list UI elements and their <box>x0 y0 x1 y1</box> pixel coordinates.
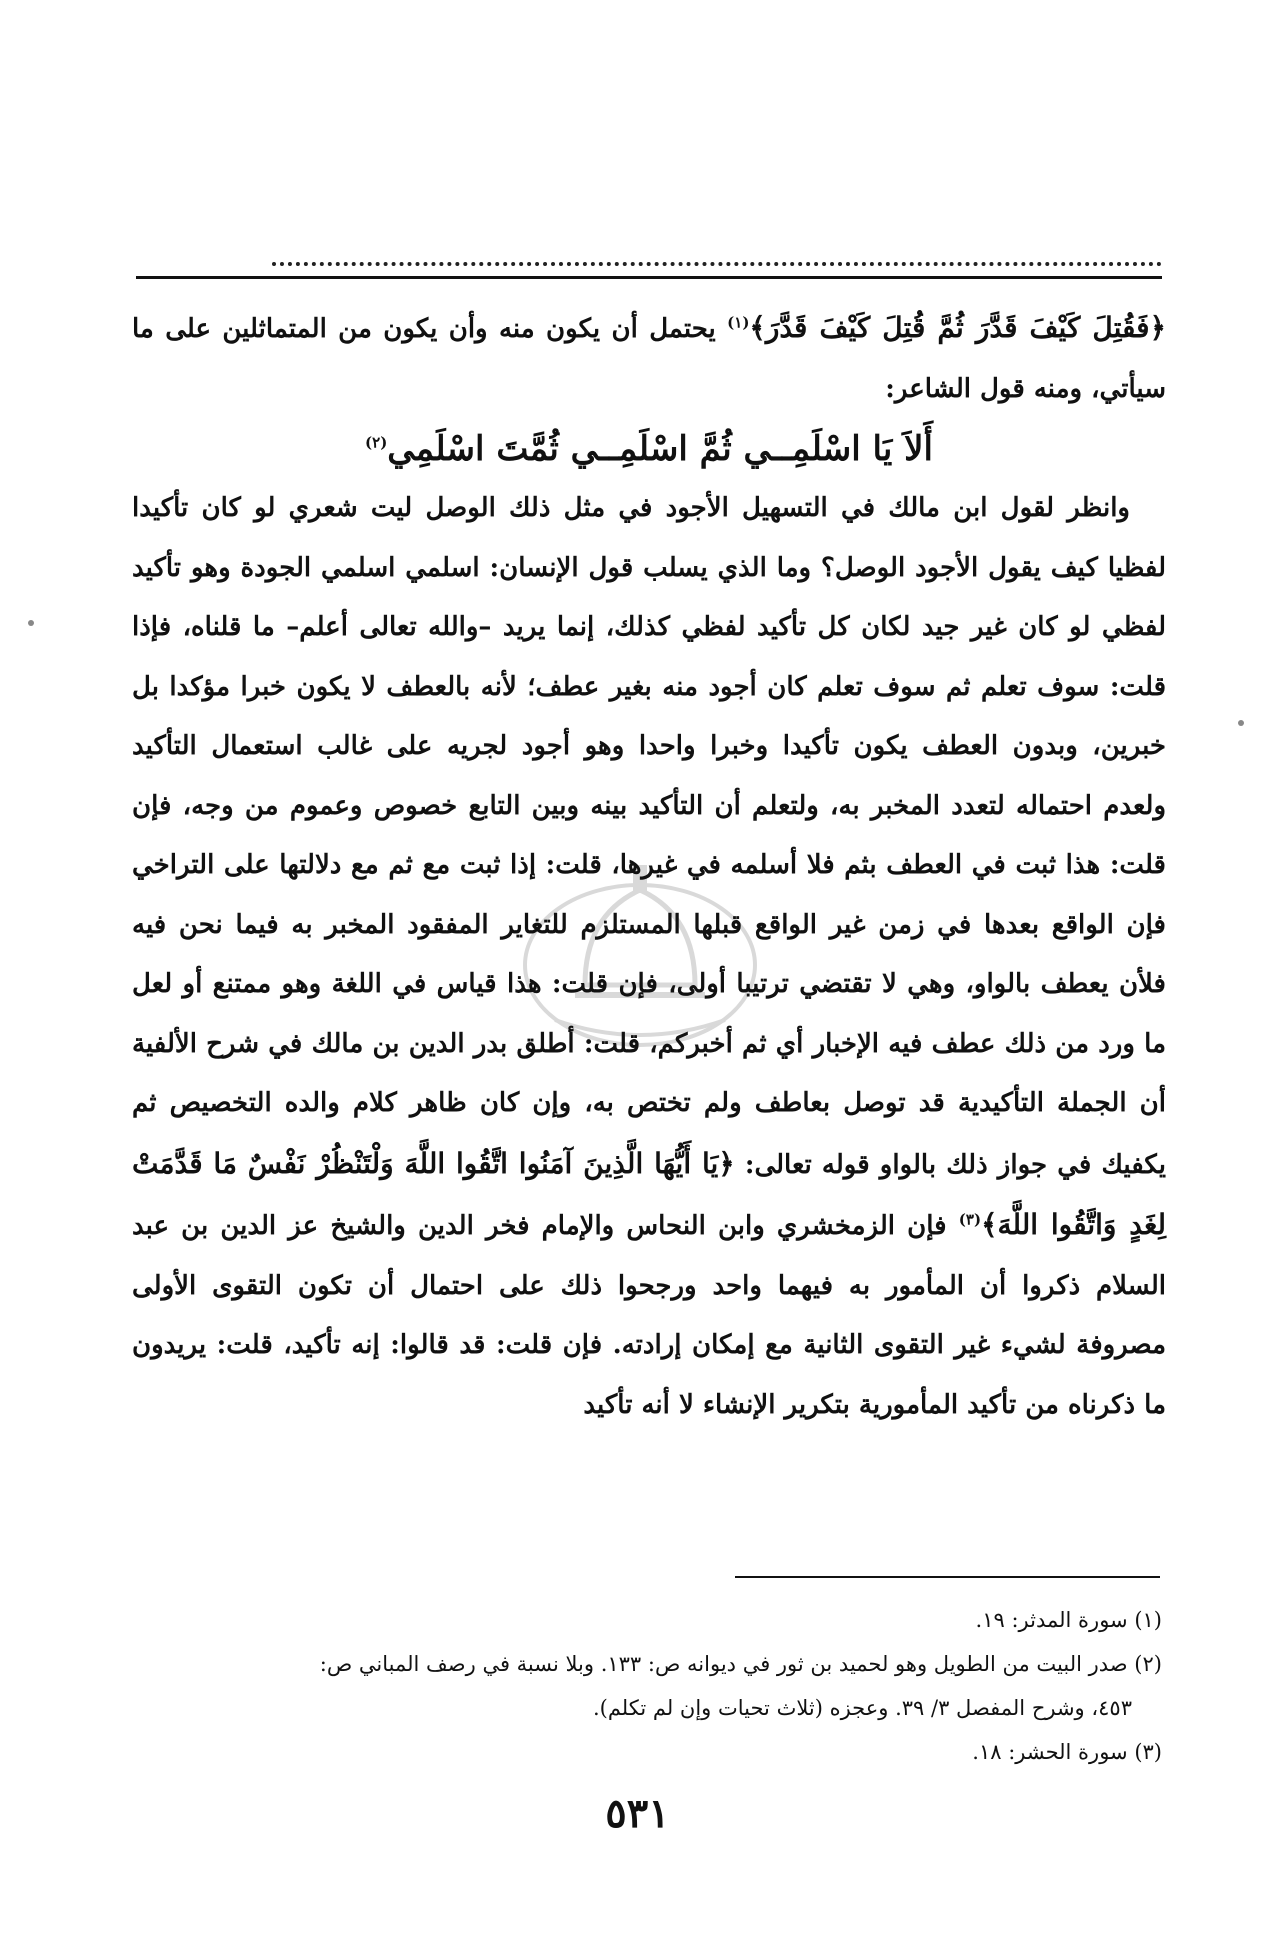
quran-quote: ﴿يَا أَيُّهَا الَّذِينَ آمَنُوا اتَّقُوا اللَّهَ وَلْتَنْظُرْ نَفْسٌ مَا قَدَّمَتْ لِغَدٍ وَاتَّقُوا اللَّهَ﴾ <box>132 1146 1166 1241</box>
footnote-2: (٢) صدر البيت من الطويل وهو لحميد بن ثور في ديوانه ص: ١٣٣. وبلا نسبة في رصف المباني ص: <box>319 1652 1162 1676</box>
footnote-ref: (٢) <box>365 433 388 452</box>
footnote-rule <box>735 1576 1160 1578</box>
margin-mark <box>28 620 34 626</box>
paragraph-text: فإن الزمخشري وابن النحاس والإمام فخر الدين والشيخ عز الدين بن عبد السلام ذكروا أن المأمور به فيهما واحد ورجحوا ذلك على احتمال أن تكون التقوى الأولى مصروفة لشيء غير التقوى الثانية مع إمكان إرادته. فإن قلت: قد قالوا: إنه تأكيد، قلت: يريدون ما ذكرناه من تأكيد المأمورية بتكرير الإنشاء لا أنه تأكيد <box>132 1211 1166 1420</box>
header-rule <box>136 276 1162 279</box>
margin-mark <box>1238 720 1244 726</box>
header-dotted-rule <box>272 262 1162 266</box>
footnote-ref: (٣) <box>958 1210 982 1229</box>
footnote-ref: (١) <box>727 313 750 332</box>
paragraph-1 <box>132 298 1166 419</box>
paragraph-text: وانظر لقول ابن مالك في التسهيل الأجود في مثل ذلك الوصل ليت شعري لو كان تأكيدا لفظيا كيف يقول الأجود الوصل؟ وما الذي يسلب قول الإنسان: اسلمي اسلمي الجودة وهو تأكيد لفظي لو كان غير جيد لكان كل تأكيد لفظي كذلك، إنما يريد –والله تعالى أعلم– ما قلناه، فإذا قلت: سوف تعلم ثم سوف تعلم كان أجود منه بغير عطف؛ لأنه بالعطف لا يكون خبرا مؤكدا بل خبرين، وبدون العطف يكون تأكيدا وخبرا واحدا وهو أجود لجريه على غالب استعمال التأكيد ولعدم احتماله لتعدد المخبر به، ولتعلم أن التأكيد بينه وبين التابع خصوص وعموم من وجه، فإن قلت: هذا ثبت في العطف بثم فلا أسلمه في غيرها، قلت: إذا ثبت مع ثم مع دلالتها على التراخي فإن الواقع بعدها في زمن غير الواقع قبلها المستلزم للتغاير المفقود المخبر به فيما نحن فيه فلأن يعطف بالواو، وهي لا تقتضي ترتيبا أولى، فإن قلت: هذا قياس في اللغة وهو ممتنع أو لعل ما ورد من ذلك عطف فيه الإخبار أي ثم أخبركم، قلت: أطلق بدر الدين بن مالك في شرح الألفية أن الجملة التأكيدية قد توصل بعاطف ولم تختص به، وإن كان ظاهر كلام والده التخصيص ثم يكفيك في جواز ذلك بالواو قوله تعالى: <box>132 493 1166 1180</box>
poetry-verse <box>132 419 1166 479</box>
paragraph-text: يحتمل أن يكون منه وأن يكون من المتماثلين على ما سيأتي، ومنه قول الشاعر: <box>132 314 1166 404</box>
paragraph-2 <box>132 479 1166 1435</box>
footnote-3: (٣) سورة الحشر: ١٨. <box>972 1740 1162 1764</box>
main-text <box>132 298 1166 1435</box>
footnote-1: (١) سورة المدثر: ١٩. <box>975 1608 1162 1632</box>
footnote-2-continued: ٤٥٣، وشرح المفصل ٣/ ٣٩. وعجزه (ثلاث تحيات وإن لم تكلم). <box>592 1696 1132 1720</box>
quran-quote: ﴿فَقُتِلَ كَيْفَ قَدَّرَ ثُمَّ قُتِلَ كَيْفَ قَدَّرَ﴾ <box>749 311 1166 344</box>
verse-text: أَلاَ يَا اسْلَمِــي ثُمَّ اسْلَمِــي ثُمَّتَ اسْلَمِي <box>387 429 933 469</box>
footnotes <box>132 1598 1162 1774</box>
page-number: ٥٣١ <box>605 1790 670 1837</box>
